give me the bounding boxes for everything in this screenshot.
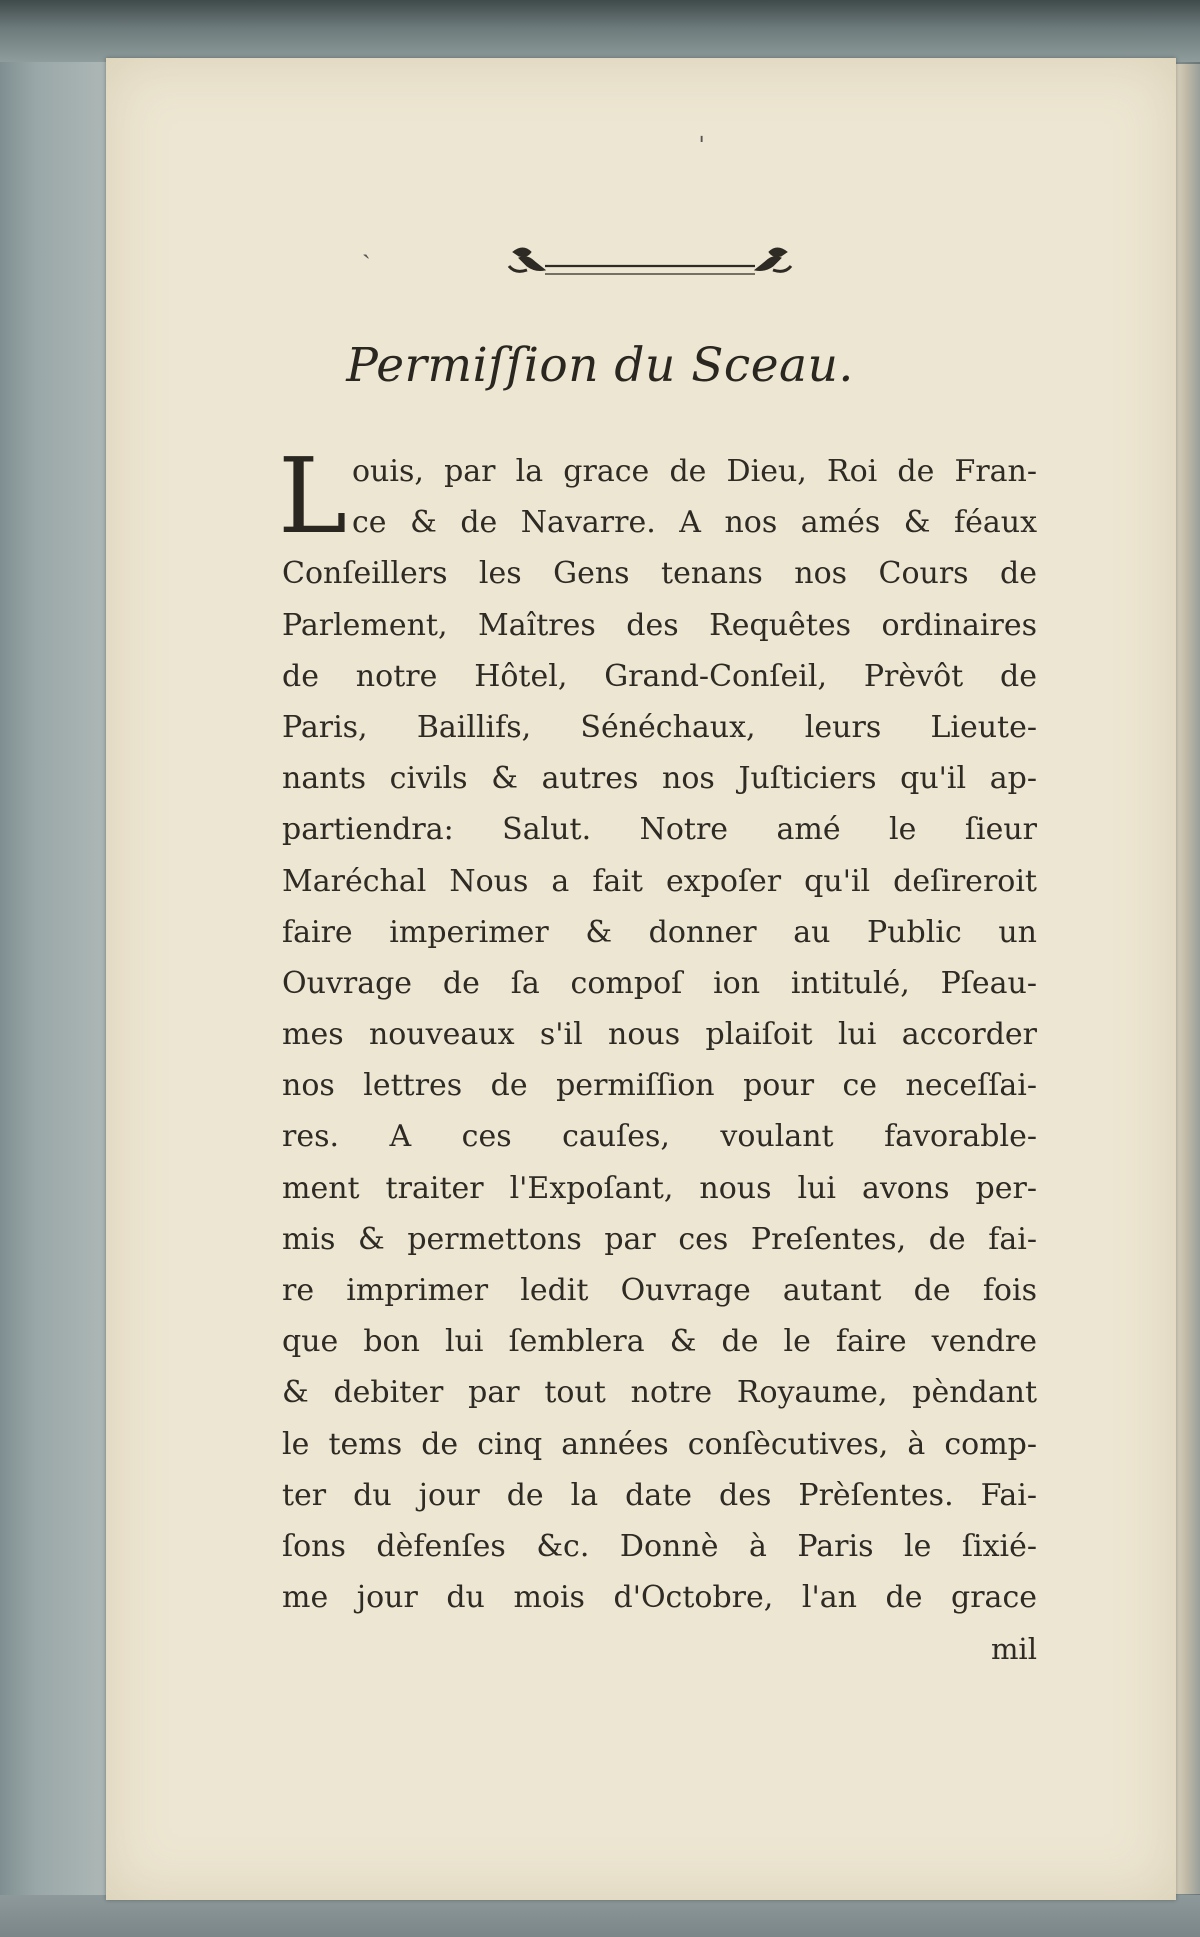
catchword: mil (990, 1632, 1037, 1666)
ink-speck: ˎ (362, 230, 371, 260)
text-line: ſons dèfenſes &c. Donnè à Paris le ſixié- (282, 1528, 1037, 1564)
ink-speck: ˌ (698, 116, 706, 146)
header-ornament (505, 232, 795, 292)
board-top-edge (0, 0, 1200, 62)
text-line: nos lettres de permiſſion pour ce neceſſai- (282, 1068, 1037, 1104)
text-line: & debiter par tout notre Royaume, pèndant (282, 1375, 1037, 1411)
text-line: Maréchal Nous a fait expoſer qu'il deſireroit (282, 863, 1037, 899)
text-line: Parlement, Maîtres des Requêtes ordinaires (282, 607, 1037, 643)
text-line: me jour du mois d'Octobre, l'an de grace (282, 1580, 1037, 1616)
text-line: que bon lui ſemblera & de le faire vendre (282, 1324, 1037, 1360)
text-line: Paris, Baillifs, Sénéchaux, leurs Lieute- (282, 709, 1037, 745)
page-heading: Permiſſion du Sceau. (346, 338, 854, 393)
text-line: ce & de Navarre. A nos amés & féaux (352, 505, 1037, 541)
text-line: nants civils & autres nos Juſticiers qu'il ap- (282, 761, 1037, 797)
text-line: ter du jour de la date des Prèſentes. Fai- (282, 1477, 1037, 1513)
board-bottom-edge (0, 1895, 1200, 1937)
body-text (282, 446, 1037, 1623)
text-line: de notre Hôtel, Grand-Conſeil, Prèvôt de (282, 658, 1037, 694)
text-line: Conſeillers les Gens tenans nos Cours de (282, 556, 1037, 592)
text-line: mes nouveaux s'il nous plaiſoit lui accorder (282, 1017, 1037, 1053)
text-line: re imprimer ledit Ouvrage autant de fois (282, 1273, 1037, 1308)
text-line: mis & permettons par ces Preſentes, de fai- (282, 1221, 1037, 1257)
drop-cap-initial: L (278, 435, 348, 557)
text-line: le tems de cinq années conſècutives, à comp- (282, 1426, 1037, 1462)
text-line: faire imperimer & donner au Public un (282, 914, 1037, 950)
text-line: Ouvrage de ſa compoſ ion intitulé, Pſeau- (282, 965, 1037, 1001)
text-line: ment traiter l'Expoſant, nous lui avons per- (282, 1170, 1037, 1206)
text-line: res. A ces cauſes, voulant favorable- (282, 1119, 1037, 1155)
text-line: ouis, par la grace de Dieu, Roi de Fran- (352, 454, 1037, 489)
text-line: partiendra: Salut. Notre amé le ſieur (282, 812, 1037, 848)
